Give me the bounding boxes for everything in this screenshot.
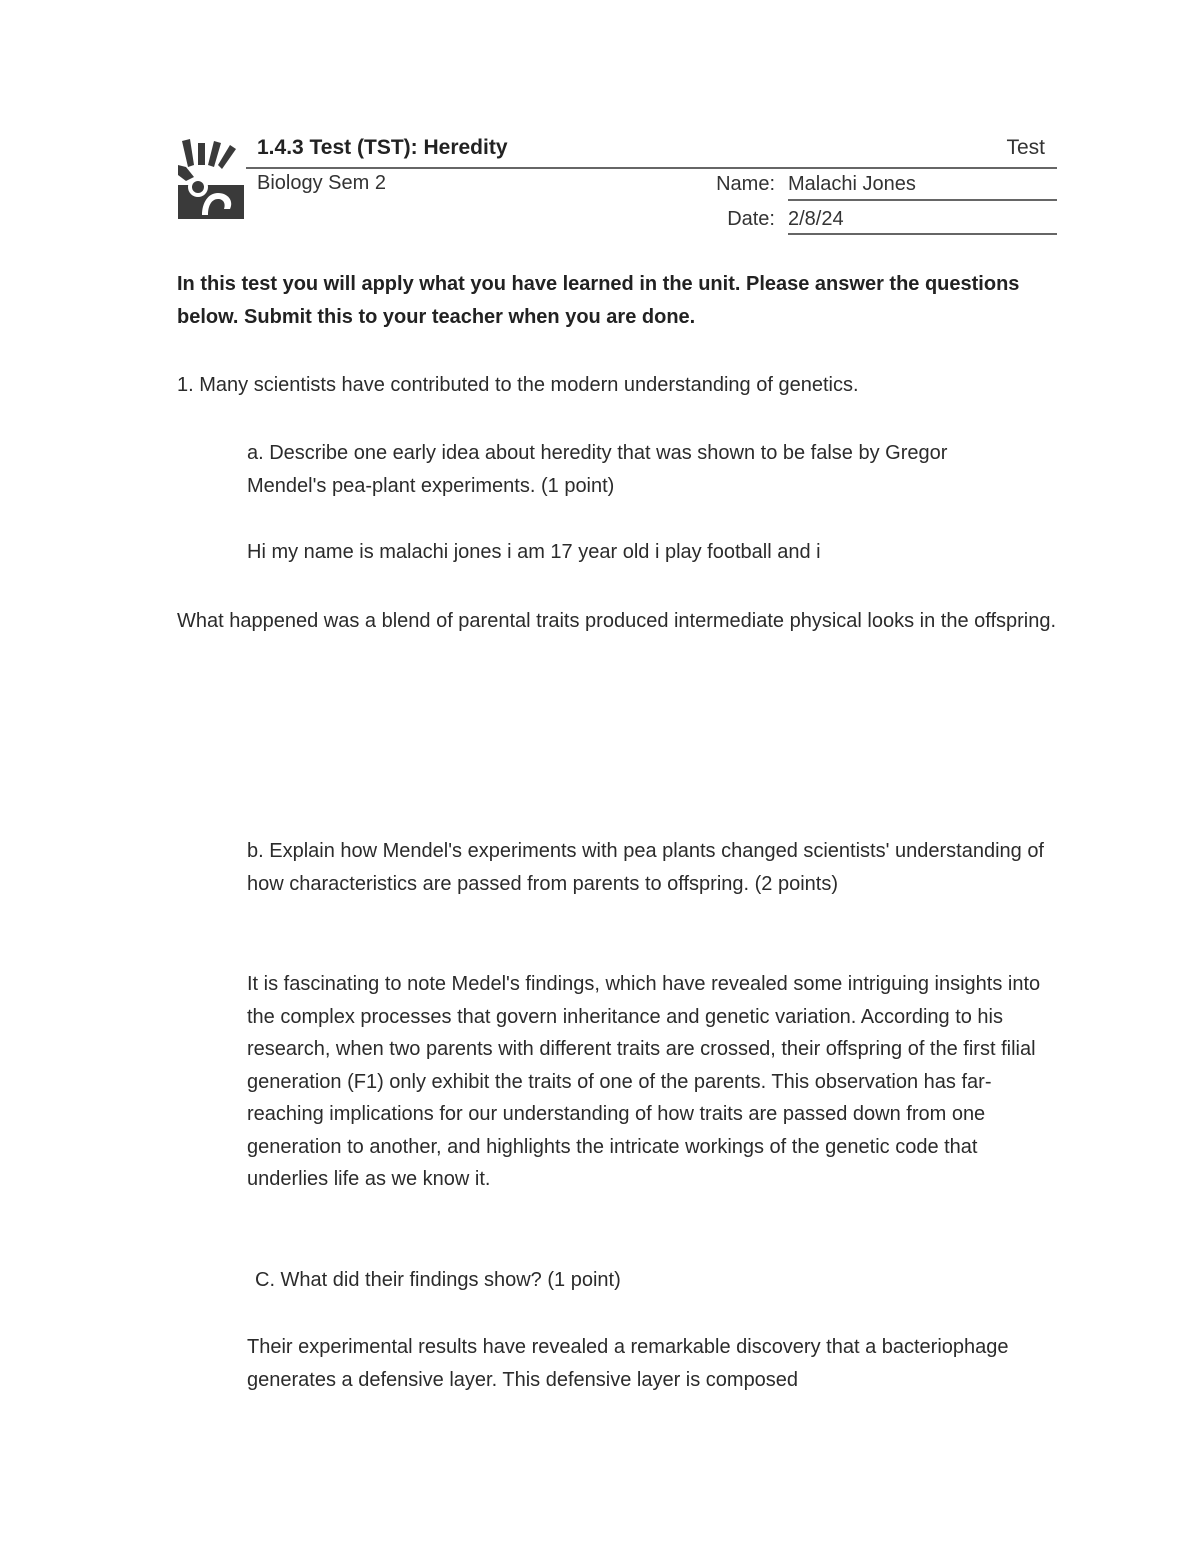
- answer-1b[interactable]: It is fascinating to note Medel's findings, which have revealed some intriguing insights into the complex processes that govern inheritance and genetic variation. According to his research, when two parents with different traits are crossed, their offspring of the first filial generation (F1) only exhibit the traits of one of the parents. This observation has far-reaching implications for our understanding of how traits are passed down from one generation to another, and highlights the intricate workings of the genetic code that underlies life as we know it.: [247, 973, 1041, 1190]
- document-title: 1.4.3 Test (TST): Heredity: [257, 136, 508, 159]
- question-1b: b. Explain how Mendel's experiments with pea plants changed scientists' understanding of how characteristics are passed from parents to offspring. (2 points): [247, 840, 1044, 895]
- date-label: Date:: [727, 208, 775, 230]
- name-label: Name:: [716, 173, 775, 195]
- test-instructions: In this test you will apply what you have learned in the unit. Please answer the questions below. Submit this to your teacher when you are done.: [177, 273, 1020, 328]
- answer-1a-line2[interactable]: What happened was a blend of parental traits produced intermediate physical looks in the offspring.: [177, 610, 1057, 632]
- school-logo-icon: [178, 135, 244, 219]
- document-type-label: Test: [1006, 136, 1045, 159]
- date-field[interactable]: 2/8/24: [788, 208, 844, 230]
- question-1: 1. Many scientists have contributed to the modern understanding of genetics.: [177, 374, 859, 396]
- answer-1c[interactable]: Their experimental results have revealed a remarkable discovery that a bacteriophage generates a defensive layer. This defensive layer is composed: [247, 1336, 1009, 1391]
- question-1a: a. Describe one early idea about heredity that was shown to be false by Gregor Mendel's pea-plant experiments. (1 point): [247, 442, 948, 497]
- header-divider: [246, 167, 1057, 169]
- course-name: Biology Sem 2: [257, 172, 386, 194]
- date-underline: [788, 233, 1057, 235]
- name-underline: [788, 199, 1057, 201]
- question-1c: C. What did their findings show? (1 point): [255, 1269, 621, 1291]
- name-field[interactable]: Malachi Jones: [788, 173, 916, 195]
- answer-1a-line1[interactable]: Hi my name is malachi jones i am 17 year old i play football and i: [247, 541, 821, 563]
